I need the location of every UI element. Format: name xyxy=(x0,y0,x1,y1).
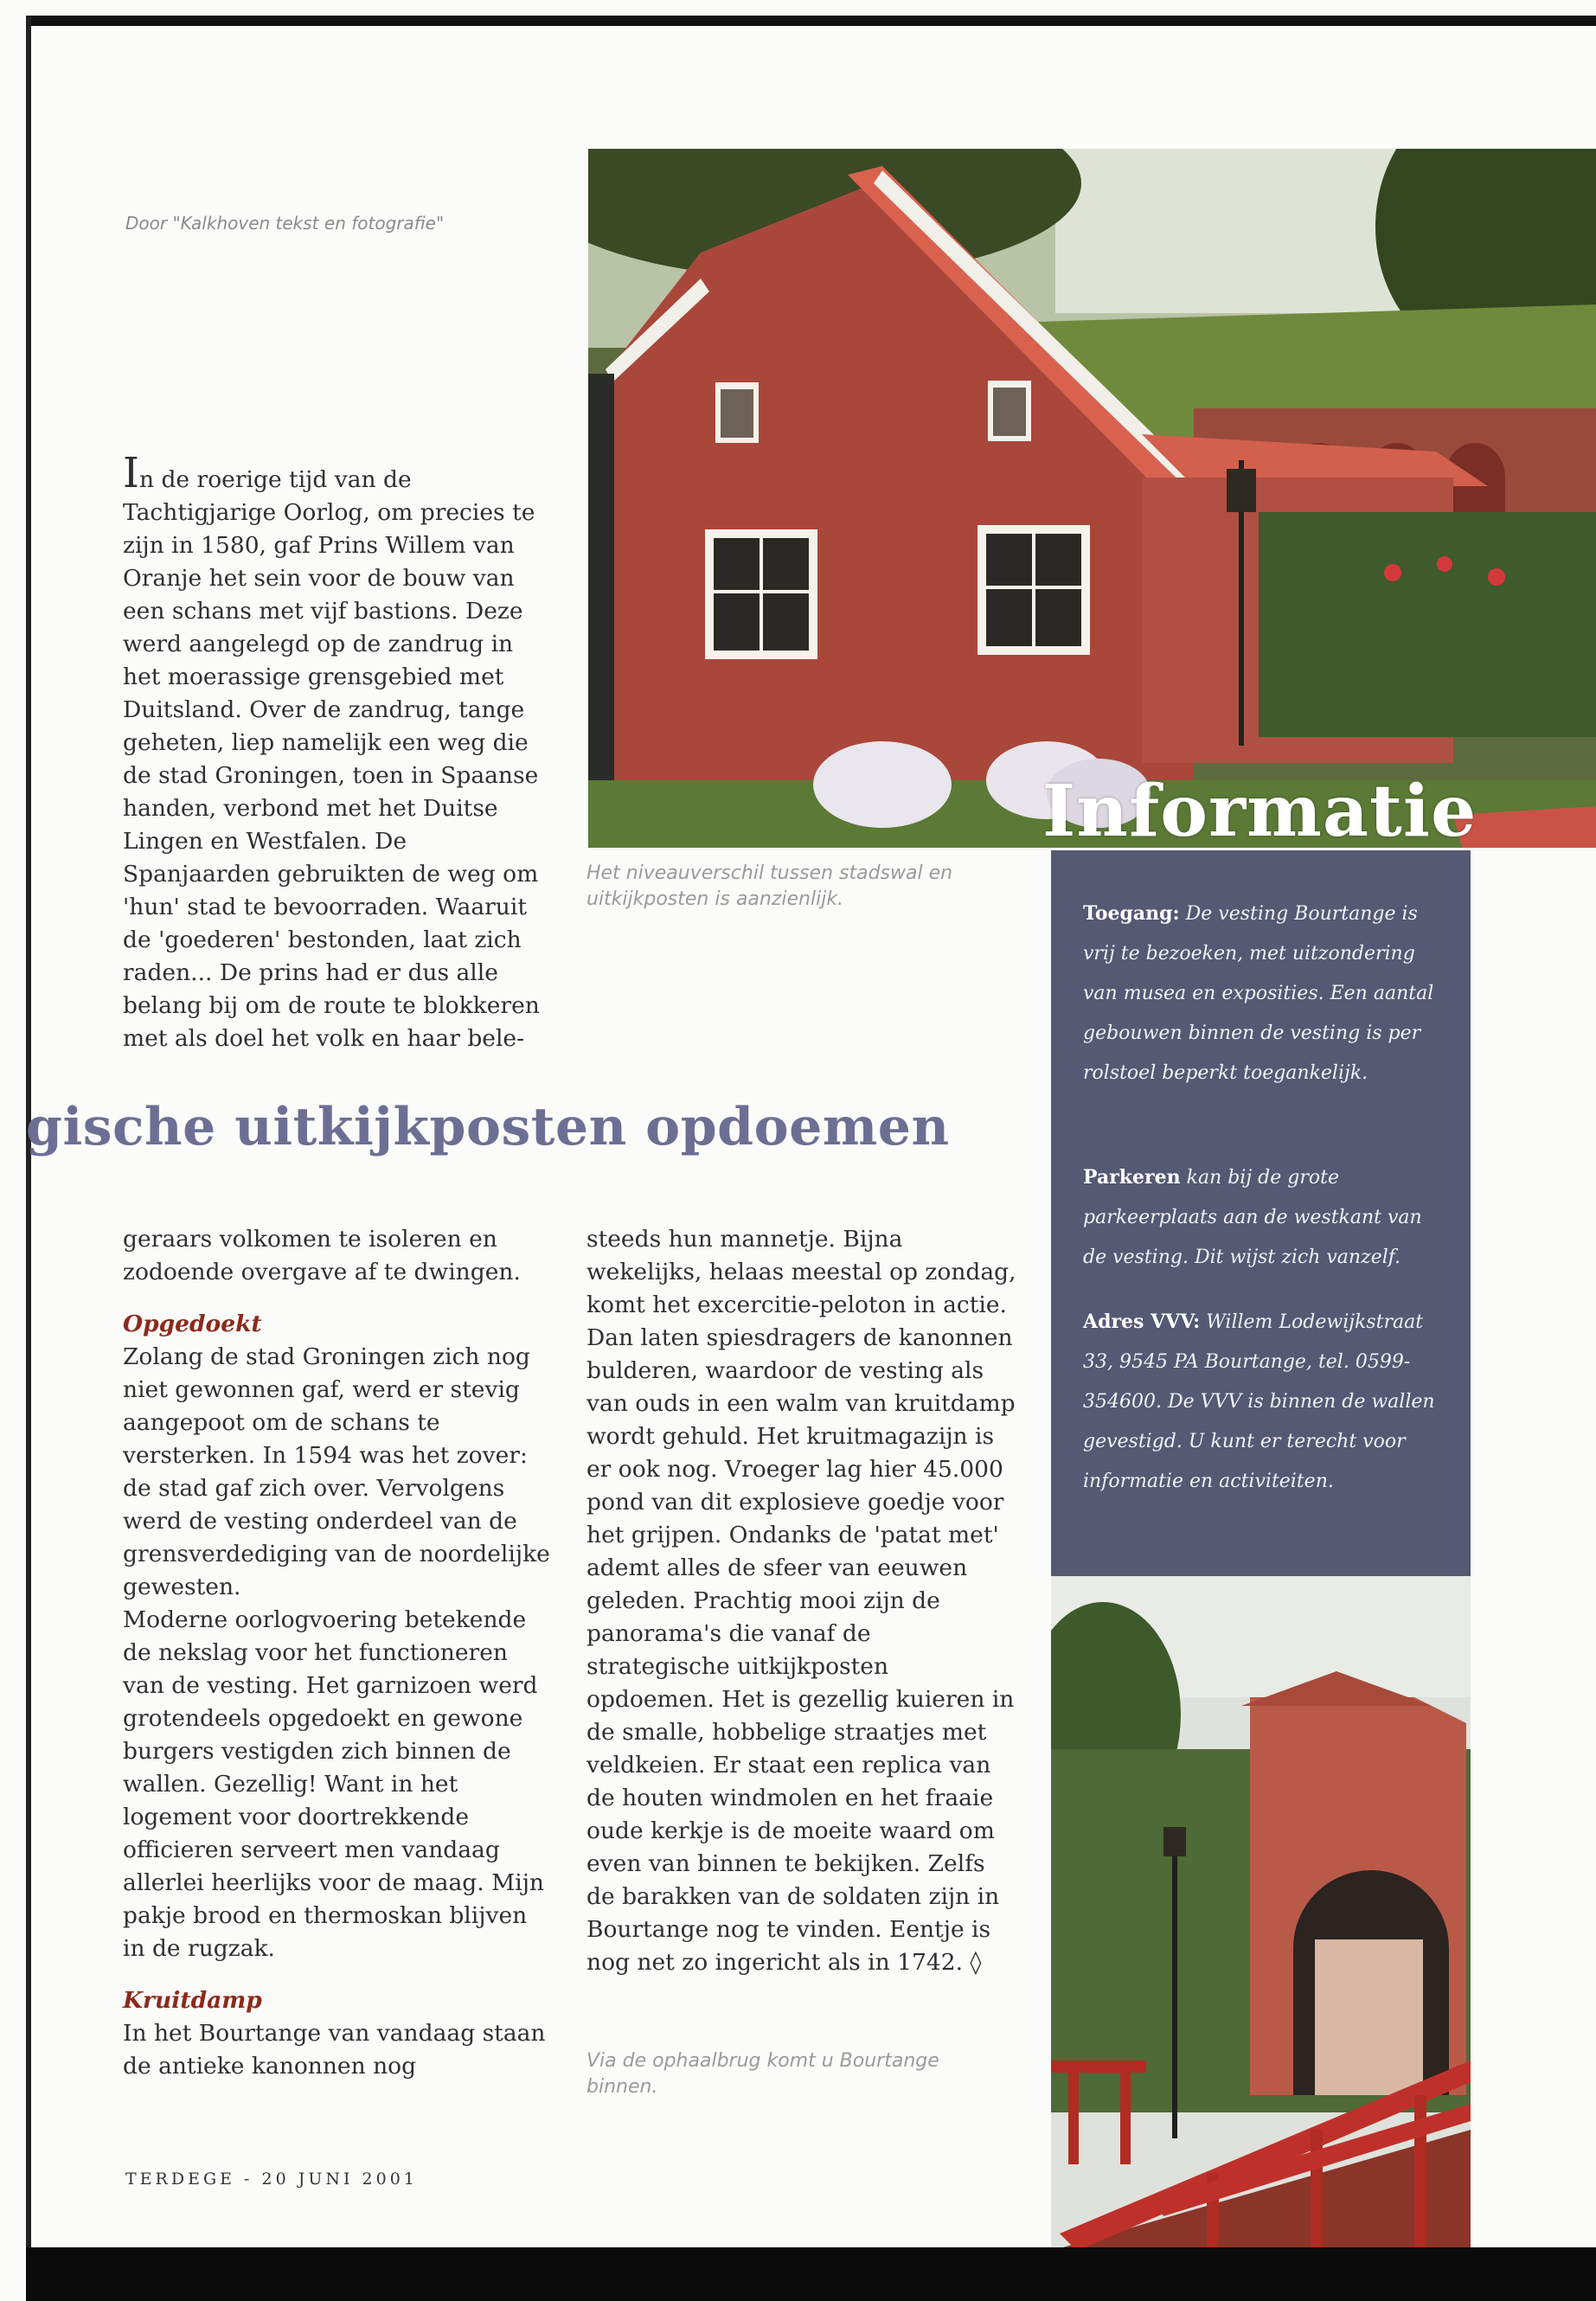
info-item-adres xyxy=(1083,1302,1446,1502)
photo1-caption: Het niveauverschil tussen stadswal en uitkijkposten is aanzienlijk. xyxy=(586,862,953,910)
info-label-parkeren: Parkeren xyxy=(1083,1166,1181,1189)
info-label-toegang: Toegang: xyxy=(1083,902,1180,925)
info-text-toegang: De vesting Bourtange is vrij te bezoeken, met uitzondering van musea en exposities. Een aantal gebouwen binnen de vesting is per rolstoel beperkt toegankelijk. xyxy=(1083,903,1434,1084)
col1-paragraph-4: In het Bourtange van vandaag staan de antieke kanonnen nog xyxy=(123,2020,546,2080)
page-border-bottom xyxy=(26,2247,1596,2301)
column-2 xyxy=(586,1223,1019,1979)
photo2-caption: Via de ophaalbrug komt u Bourtange binnen. xyxy=(586,2050,939,2098)
photo-gate-bridge xyxy=(1051,1576,1471,2251)
info-item-toegang xyxy=(1083,894,1446,1093)
article-headline: gische uitkijkposten opdoemen xyxy=(26,1097,950,1157)
info-box xyxy=(1051,850,1471,1577)
byline: Door "Kalkhoven tekst en fotografie" xyxy=(125,213,445,234)
drop-cap: I xyxy=(123,449,139,497)
col2-paragraph-1: steeds hun mannetje. Bijna wekelijks, helaas meestal op zondag, komt het excercitie-peloton in actie. Dan laten spiesdragers de kanonnen bulderen, waardoor de vesting als van ouds in een walm van kruitdamp wordt gehuld. Het kruitmagazijn is er ook nog. Vroeger lag hier 45.000 pond van dit explosieve goedje voor het grijpen. Ondanks de 'patat met' ademt alles de sfeer van eeuwen geleden. Prachtig mooi zijn de panorama's die vanaf de strategische uitkijkposten opdoemen. Het is gezellig kuieren in de smalle, hobbelige straatjes met veldkeien. Er staat een replica van de houten windmolen en het fraaie oude kerkje is de moeite waard om even van binnen te bekijken. Zelfs de barakken van de soldaten zijn in Bourtange nog te vinden. Eentje is nog net zo ingericht als in 1742. ◊ xyxy=(586,1226,1016,1976)
page-border-top xyxy=(26,16,1596,26)
page-footer: TERDEGE - 20 JUNI 2001 xyxy=(125,2170,418,2189)
intro-text: n de roerige tijd van de Tachtigjarige Oorlog, om precies te zijn in 1580, gaf Prins Willem van Oranje het sein voor de bouw van een schans met vijf bastions. Deze werd aangelegd op de zandrug in het moerassige grensgebied met Duitsland. Over de zandrug, tange geheten, liep namelijk een weg die de stad Groningen, toen in Spaanse handen, verbond met het Duitse Lingen en Westfalen. De Spanjaarden gebruikten de weg om 'hun' stad te bevoorraden. Waaruit de 'goederen' bestonden, laat zich raden... De prins had er dus alle belang bij om de route te blokkeren met als doel het volk en haar bele- xyxy=(123,466,540,1052)
col1-paragraph-2: Zolang de stad Groningen zich nog niet gewonnen gaf, werd er stevig aangepoot om de schans te versterken. In 1594 was het zover: de stad gaf zich over. Vervolgens werd de vesting onderdeel van de grensverdediging van de noordelijke gewesten. xyxy=(123,1343,550,1600)
col1-paragraph-3: Moderne oorlogvoering betekende de nekslag voor het functioneren van de vesting. Het garnizoen werd grotendeels opgedoekt en gewone burgers vestigden zich binnen de wallen. Gezellig! Want in het logement voor doortrekkende officieren serveert men vandaag allerlei heerlijks voor de maag. Mijn pakje brood en thermoskan blijven in de rugzak. xyxy=(123,1606,544,1962)
photo-brick-house xyxy=(588,149,1596,848)
info-item-parkeren xyxy=(1083,1157,1446,1278)
info-label-adres: Adres VVV: xyxy=(1083,1311,1201,1333)
info-text-parkeren: kan bij de grote parkeerplaats aan de westkant van de vesting. Dit wijst zich vanzelf. xyxy=(1083,1167,1422,1268)
subhead-kruitdamp: Kruitdamp xyxy=(123,1987,262,2014)
column-1 xyxy=(123,1223,551,2083)
col1-paragraph-1: geraars volkomen te isoleren en zodoende overgave af te dwingen. xyxy=(123,1226,521,1285)
info-text-adres: Willem Lodewijkstraat 33, 9545 PA Bourtange, tel. 0599-354600. De VVV is binnen de wallen gevestigd. U kunt er terecht voor informatie en activiteiten. xyxy=(1083,1311,1435,1492)
intro-paragraph xyxy=(123,449,551,1055)
subhead-opgedoekt: Opgedoekt xyxy=(123,1311,262,1337)
info-title: Informatie xyxy=(1042,770,1477,853)
